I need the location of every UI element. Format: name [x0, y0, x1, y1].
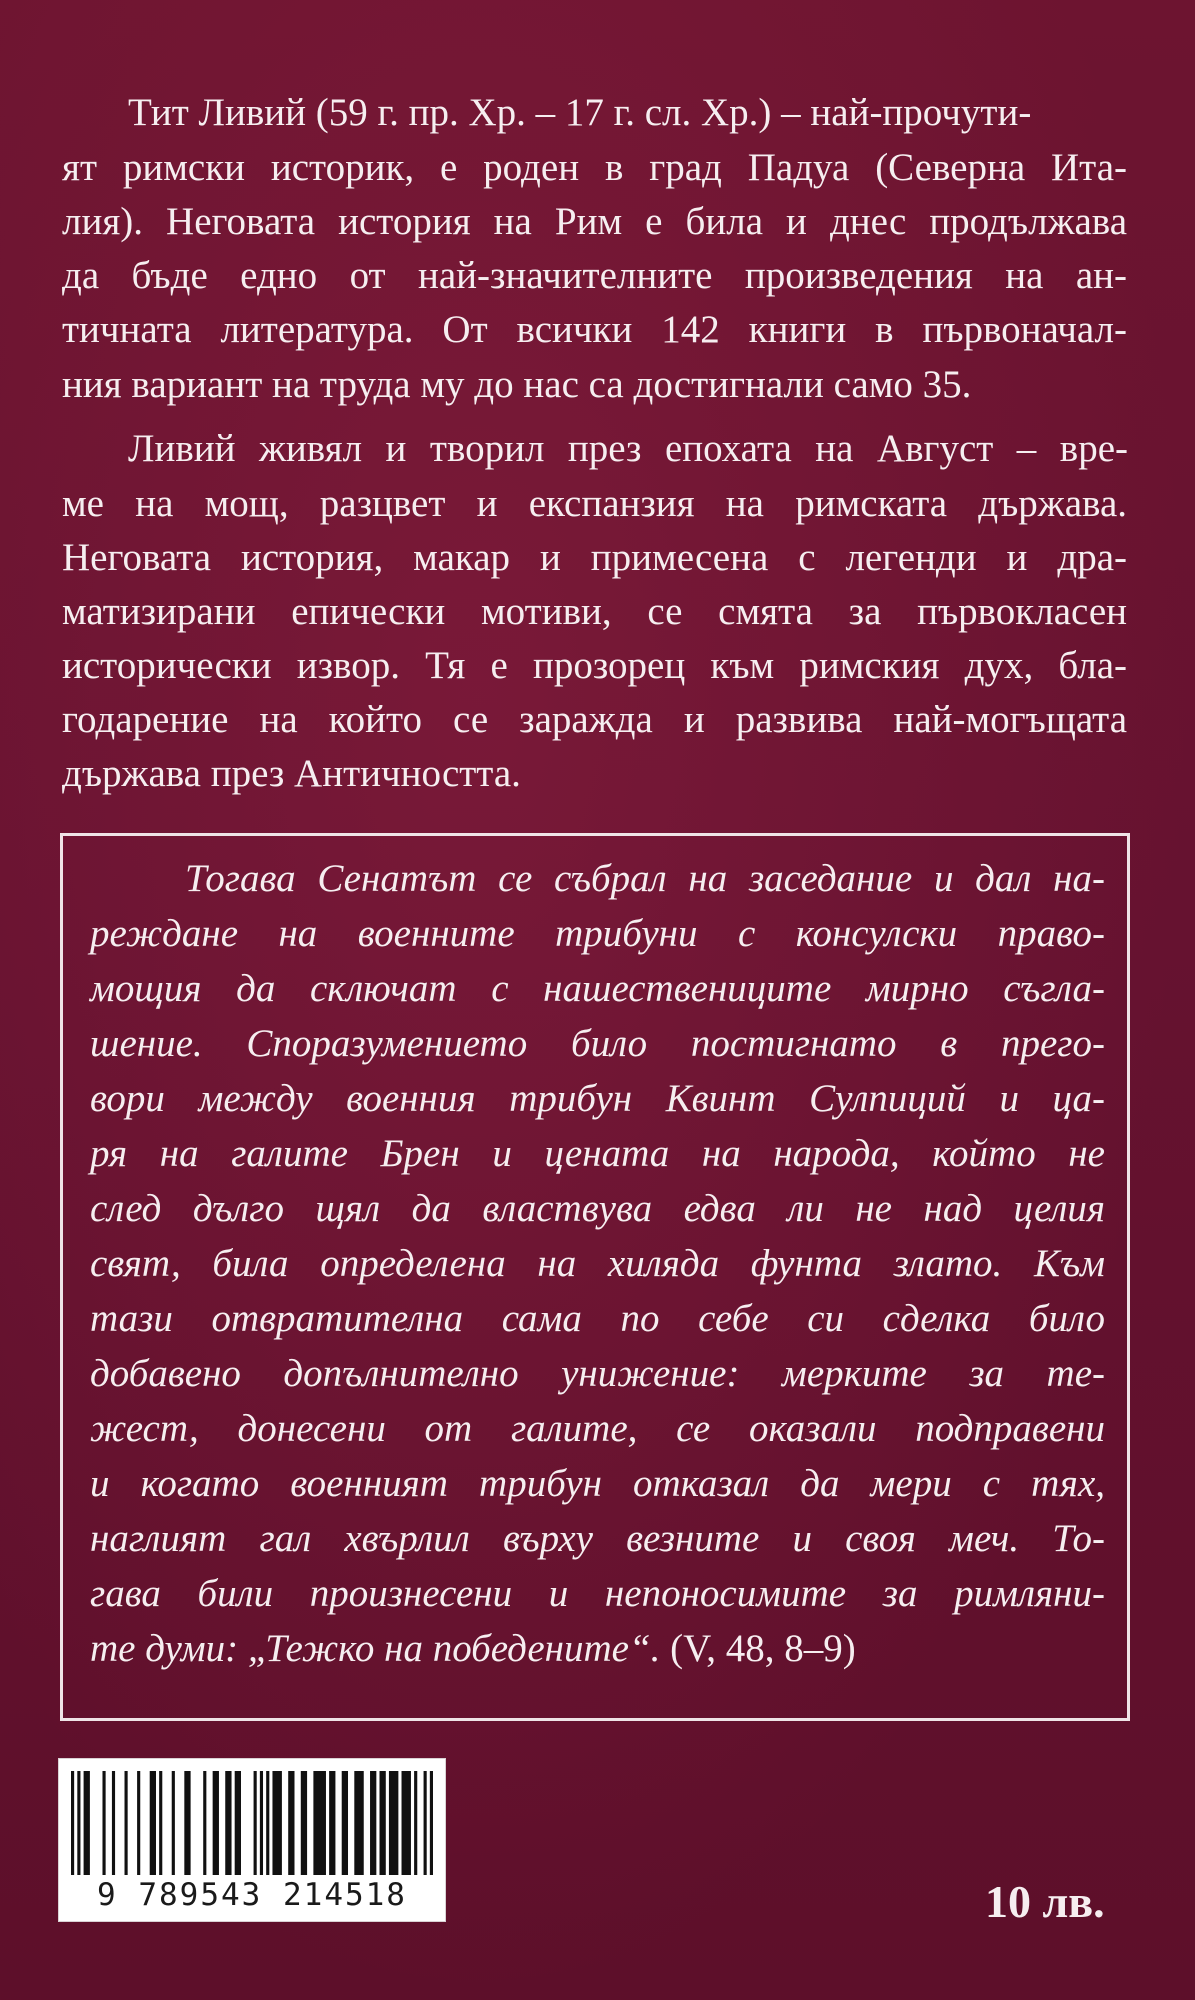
barcode-bar: [301, 1771, 307, 1875]
barcode-bar: [77, 1771, 80, 1875]
barcode-bar: [159, 1771, 162, 1875]
quote-line: свят, била определена на хиляда фунта злато. Към: [90, 1242, 1105, 1285]
barcode-bar: [430, 1771, 433, 1875]
barcode-bar: [150, 1771, 156, 1875]
barcode-bar: [112, 1771, 115, 1875]
barcode-bar: [254, 1771, 257, 1875]
description-line: Ливий живял и творил през епохата на Август – вре-: [128, 427, 1128, 470]
quote-line: реждане на военните трибуни с консулски право-: [90, 912, 1105, 955]
quote-line: гава били произнесени и непоносимите за римляни-: [90, 1572, 1105, 1615]
barcode-bars: [71, 1771, 433, 1875]
description-line: ме на мощ, разцвет и експанзия на римската държава.: [62, 482, 1127, 525]
barcode-bar: [389, 1771, 398, 1875]
quote-line: вори между военния трибун Квинт Сулпиций и ца-: [90, 1077, 1105, 1120]
barcode-bar: [137, 1771, 140, 1875]
quote-citation: (V, 48, 8–9): [670, 1627, 856, 1670]
description-line: държава през Античността.: [62, 752, 521, 795]
price-label: 10 лв.: [985, 1876, 1105, 1927]
barcode-bar: [313, 1771, 326, 1875]
quote-line: те думи: „Тежко на победените“.: [90, 1627, 661, 1670]
description-line: лия). Неговата история на Рим е била и днес продължава: [62, 200, 1127, 243]
barcode-bar: [354, 1771, 363, 1875]
quote-line: наглият гал хвърлил върху везните и своя меч. То-: [90, 1517, 1105, 1560]
description-line: ят римски историк, е роден в град Падуа (Северна Ита-: [62, 146, 1127, 189]
description-line: исторически извор. Тя е прозорец към римския дух, бла-: [62, 644, 1127, 687]
description-line: Неговата история, макар и примесена с легенди и дра-: [62, 536, 1127, 579]
barcode-bar: [213, 1771, 219, 1875]
description-line: Тит Ливий (59 г. пр. Хр. – 17 г. сл. Хр.) – най-прочути-: [128, 91, 1032, 134]
barcode-bar: [203, 1771, 206, 1875]
barcode-bar: [71, 1771, 74, 1875]
barcode-bar: [414, 1771, 417, 1875]
quote-line: след дълго щял да властвува едва ли не над целия: [90, 1187, 1105, 1230]
barcode-bar: [102, 1771, 105, 1875]
description-line: матизирани епически мотиви, се смята за първокласен: [62, 590, 1127, 633]
barcode-bar: [329, 1771, 335, 1875]
barcode-bar: [184, 1771, 190, 1875]
barcode-bar: [266, 1771, 269, 1875]
description-line: ния вариант на труда му до нас са достигнали само 35.: [62, 363, 972, 406]
description-line: годарение на който се заражда и развива най-могъщата: [62, 698, 1127, 741]
barcode-bar: [272, 1771, 281, 1875]
barcode-bar: [260, 1771, 263, 1875]
barcode-bar: [402, 1771, 411, 1875]
quote-line: ря на галите Брен и цената на народа, който не: [90, 1132, 1105, 1175]
barcode-bar: [342, 1771, 348, 1875]
barcode-bar: [84, 1771, 90, 1875]
quote-line: шение. Споразумението било постигнато в прего-: [90, 1022, 1105, 1065]
barcode-bar: [235, 1771, 241, 1875]
description-line: да бъде едно от най-значителните произведения на ан-: [62, 254, 1127, 297]
quote-last-line: [90, 1626, 856, 1672]
description-line: тичната литература. От всички 142 книги в първоначал-: [62, 308, 1127, 351]
quote-line: добавено допълнително унижение: мерките за те-: [90, 1352, 1105, 1395]
barcode-bar: [379, 1771, 385, 1875]
isbn-barcode: [58, 1758, 446, 1922]
quote-line: и когато военният трибун отказал да мери с тях,: [90, 1462, 1105, 1505]
quote-line: мощия да сключат с нашествениците мирно съгла-: [90, 967, 1105, 1010]
quote-line: Тогава Сенатът се събрал на заседание и дал на-: [185, 857, 1105, 900]
barcode-bar: [288, 1771, 294, 1875]
barcode-bar: [424, 1771, 427, 1875]
barcode-bar: [125, 1771, 128, 1875]
quote-line: жест, донесени от галите, се оказали подправени: [90, 1407, 1105, 1450]
barcode-bar: [370, 1771, 376, 1875]
isbn-number: 9 789543 214518: [97, 1877, 407, 1913]
barcode-bar: [225, 1771, 231, 1875]
barcode-bar: [172, 1771, 175, 1875]
quote-line: тази отвратителна сама по себе си сделка било: [90, 1297, 1105, 1340]
